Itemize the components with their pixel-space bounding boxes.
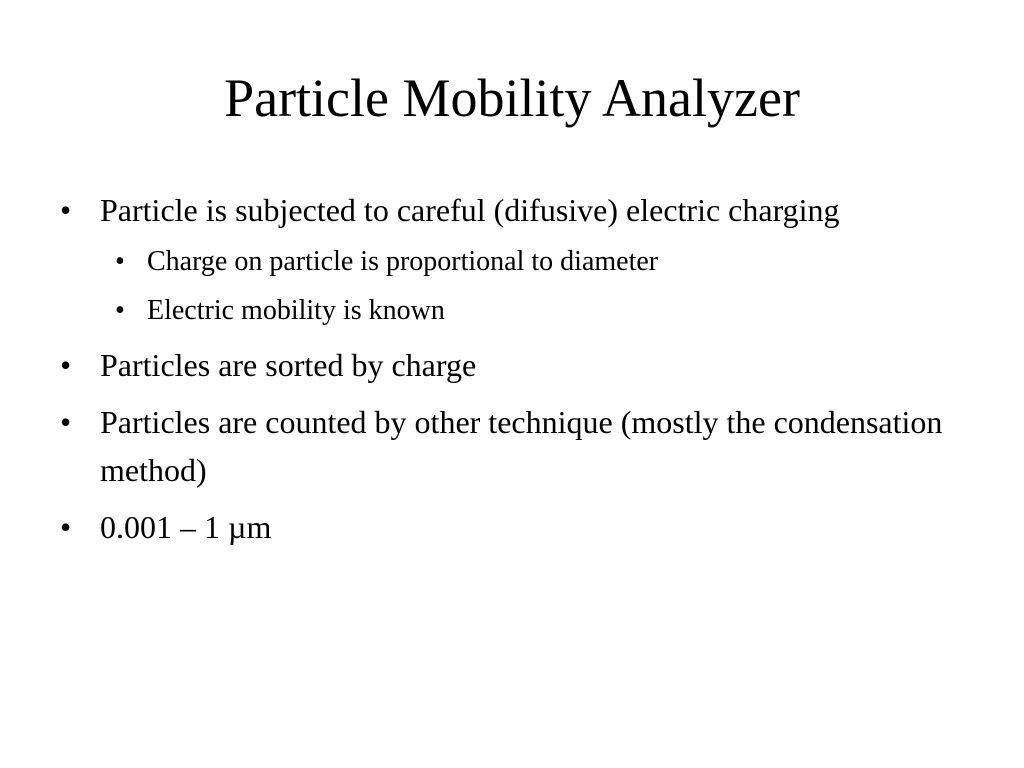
bullet-item [58, 503, 958, 551]
sub-bullet-dot-icon: • [115, 295, 125, 326]
sub-bullet-item [115, 243, 958, 281]
bullet-text: Particle is subjected to careful (difusive) electric charging [100, 192, 840, 228]
sub-bullet-text: Electric mobility is known [147, 295, 445, 326]
slide-title: Particle Mobility Analyzer [224, 68, 800, 128]
bullet-item [58, 341, 958, 389]
bullet-text: 0.001 – 1 µm [100, 509, 272, 545]
bullet-dot-icon: • [60, 509, 72, 545]
sub-bullet-item [115, 292, 958, 330]
bullet-item [58, 398, 958, 494]
bullet-text: Particles are sorted by charge [100, 347, 477, 383]
bullet-text: Particles are counted by other technique (mostly the condensation method) [100, 404, 943, 488]
bullet-item [58, 186, 958, 330]
sub-bullet-dot-icon: • [115, 246, 125, 277]
sub-bullet-text: Charge on particle is proportional to diameter [147, 246, 659, 277]
bullet-dot-icon: • [60, 192, 72, 228]
bullet-list [58, 186, 958, 560]
sub-bullet-list [100, 243, 958, 330]
bullet-dot-icon: • [60, 404, 72, 440]
bullet-dot-icon: • [60, 347, 72, 383]
